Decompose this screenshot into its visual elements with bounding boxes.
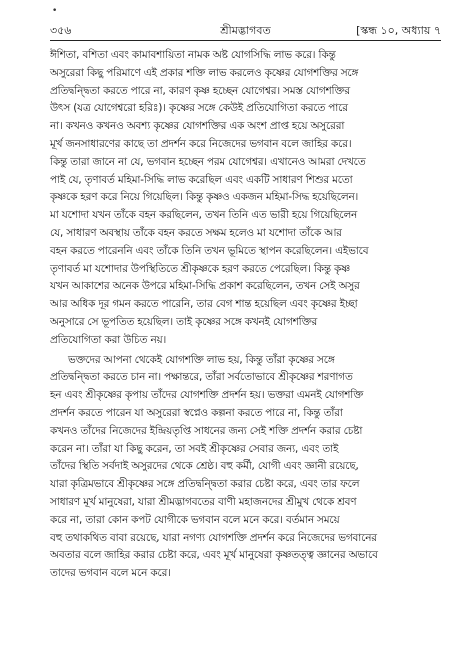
text-line: বহু তথাকথিত বাবা রয়েছে, যারা নগণ্য যোগশক্তি প্রদর্শন করে নিজেদের ভগবানের [50, 531, 377, 544]
page-number: ৩৫৬ [50, 24, 72, 37]
text-line: তৃণাবর্ত মা যশোদার উপস্থিতিতে শ্রীকৃষ্ণকে হরণ করতে পেরেছিল। কিন্তু কৃষ্ণ [50, 262, 351, 275]
text-line: মা যশোদা যখন তাঁকে বহন করছিলেন, তখন তিনি এত ভারী হয়ে গিয়েছিলেন [50, 209, 358, 222]
text-line: তাঁদের স্থিতি সর্বদাই অসুরদের থেকে শ্রেষ্ঠ। বহু কর্মী, যোগী এবং জ্ঞানী রয়েছে, [50, 460, 359, 473]
text-line: বহন করতে পারেননি এবং তাঁকে তিনি তখন ভূমিতে স্থাপন করেছিলেন। এইভাবে [50, 244, 369, 257]
book-title: শ্রীমদ্ভাগবত [220, 24, 271, 37]
text-line: না। কখনও কখনও অবশ্য কৃষ্ণের যোগশক্তির এক অংশ প্রাপ্ত হয়ে অসুরেরা [50, 120, 345, 133]
text-line: করে না, তারা কোন কপট যোগীকে ভগবান বলে মনে করে। বর্তমান সময়ে [50, 513, 340, 526]
text-line: যখন আকাশের অনেক উপরে মহিমা-সিদ্ধি প্রকাশ করেছিলেন, তখন সেই অসুর [50, 280, 360, 293]
text-line: মূর্খ জনসাধারণের কাছে তা প্রদর্শন করে নিজেদের ভগবান বলে জাহির করে। [50, 137, 352, 150]
text-line: কখনও তাঁদের নিজেদের ইন্দ্রিয়তৃপ্তি সাধনের জন্য সেই শক্তি প্রদর্শন করার চেষ্টা [50, 424, 363, 437]
text-line: প্রতিদ্বন্দ্বিতা করতে পারে না, কারণ কৃষ্ণ হচ্ছেন যোগেশ্বর। সমস্ত যোগশক্তির [50, 84, 350, 97]
paragraph-1 [50, 47, 441, 350]
text-line: অনুসারে সে ভূপতিত হয়েছিল। তাই কৃষ্ণের সঙ্গে কখনই যোগশক্তির [50, 315, 318, 328]
header-rule [50, 40, 441, 41]
text-line: প্রতিযোগিতা করা উচিত নয়। [50, 333, 167, 346]
page-mark: • [52, 6, 58, 16]
text-line: হন এবং শ্রীকৃষ্ণের কৃপায় তাঁদের যোগশক্তি প্রদর্শন হয়। ভক্তরা এমনই যোগশক্তি [50, 389, 364, 402]
text-line: করেন না। তাঁরা যা কিছু করেন, তা সবই শ্রীকৃষ্ণের সেবার জন্য, এবং তাই [50, 442, 339, 455]
running-header [50, 22, 441, 40]
text-line: কৃষ্ণকে হরণ করে নিয়ে গিয়েছিল। কিন্তু কৃষ্ণও একজন মহিমা-সিদ্ধ হয়েছিলেন। [50, 191, 359, 204]
text-line: পাই যে, তৃণাবর্ত মহিমা-সিদ্ধি লাভ করেছিল এবং একটি সাধারণ শিশুর মতো [50, 173, 353, 186]
text-line: সাধারণ মূর্খ মানুষেরা, যারা শ্রীমদ্ভাগবতের বাণী মহাজনদের শ্রীমুখ থেকে শ্রবণ [50, 495, 357, 508]
text-line: উৎস (যত্র যোগেশ্বরো হরিঃ)। কৃষ্ণের সঙ্গে কেউই প্রতিযোগিতা করতে পারে [50, 102, 348, 115]
text-line: যে, সাধারণ অবস্থায় তাঁকে বহন করতে সক্ষম হলেও মা যশোদা তাঁকে আর [50, 226, 342, 239]
canto-chapter-reference: [স্কন্ধ ১০, অধ্যায় ৭ [356, 24, 441, 37]
text-line: প্রদর্শন করতে পারেন যা অসুরেরা স্বপ্নেও কল্পনা করতে পারে না, কিন্তু তাঁরা [50, 406, 343, 419]
text-line: যারা কৃত্রিমভাবে শ্রীকৃষ্ণের সঙ্গে প্রতিদ্বন্দ্বিতা করার চেষ্টা করে, এবং তার ফলে [50, 478, 360, 491]
text-line: ভক্তদের আপনা থেকেই যোগশক্তি লাভ হয়, কিন্তু তাঁরা কৃষ্ণের সঙ্গে [68, 353, 335, 366]
text-line: প্রতিদ্বন্দ্বিতা করতে চান না। পক্ষান্তরে, তাঁরা সর্বতোভাবে শ্রীকৃষ্ণের শরণাগত [50, 371, 353, 384]
text-line: তাদের ভগবান বলে মনে করে। [50, 567, 171, 580]
text-line: অবতার বলে জাহির করার চেষ্টা করে, এবং মূর্খ মানুষেরা কৃষ্ণতত্ত্ব জ্ঞানের অভাবে [50, 549, 378, 562]
text-line: ঈশিতা, বশিতা এবং কামাবশায়িতা নামক অষ্ট যোগসিদ্ধি লাভ করে। কিন্তু [50, 49, 336, 61]
page-body [50, 47, 441, 583]
text-line: আর অধিক দূর গমন করতে পারেনি, তার বেগ শান্ত হয়েছিল এবং কৃষ্ণের ইচ্ছা [50, 298, 358, 311]
paragraph-2 [50, 352, 441, 583]
text-line: অসুরেরা কিছু পরিমাণে এই প্রকার শক্তি লাভ করলেও কৃষ্ণের যোগশক্তির সঙ্গে [50, 66, 359, 79]
text-line: কিন্তু তারা জানে না যে, ভগবান হচ্ছেন পরম যোগেশ্বর। এখানেও আমরা দেখতে [50, 155, 366, 168]
